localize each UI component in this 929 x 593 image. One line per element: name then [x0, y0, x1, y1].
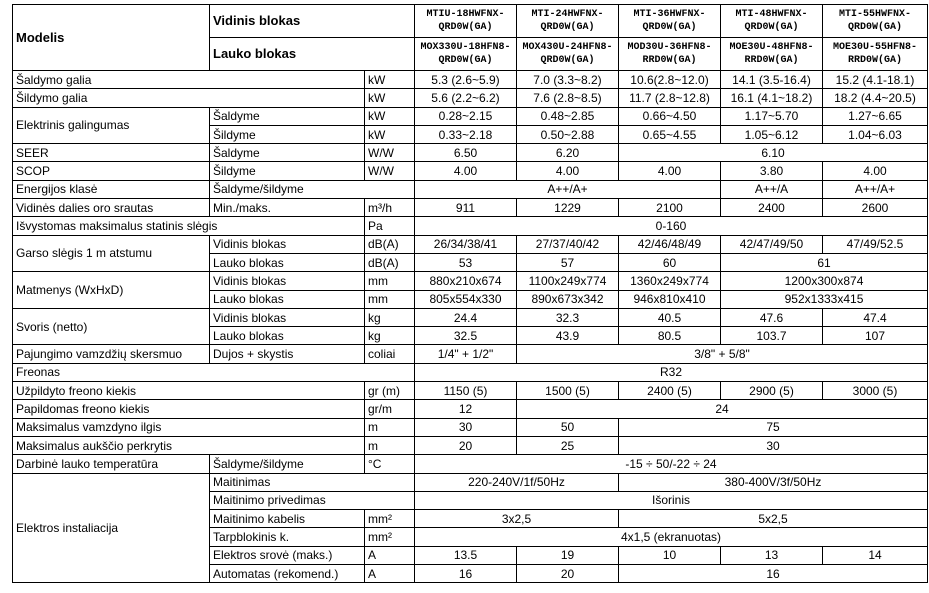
sub-label: Maitinimo privedimas — [210, 491, 415, 509]
value-cell: 2900 (5) — [721, 382, 823, 400]
sub-label: Dujos + skystis — [210, 345, 365, 363]
indoor-header: Vidinis blokas — [210, 5, 415, 38]
value-cell: 32.3 — [517, 308, 619, 326]
row-vamzdziai — [13, 345, 928, 363]
row-svoris-vidinis — [13, 308, 928, 326]
sub-label: Min./maks. — [210, 199, 365, 217]
row-scop — [13, 162, 928, 180]
value-cell: 14 — [823, 546, 928, 564]
value-cell: 40.5 — [619, 308, 721, 326]
value-cell: 2600 — [823, 199, 928, 217]
row-oro-srautas — [13, 199, 928, 217]
value-cell: 3000 (5) — [823, 382, 928, 400]
sub-label: Elektros srovė (maks.) — [210, 546, 365, 564]
sub-label: Maitinimas — [210, 473, 415, 491]
value-cell: 0.28~2.15 — [415, 107, 517, 125]
value-cell: 75 — [619, 418, 928, 436]
sub-label: Vidinis blokas — [210, 308, 365, 326]
value-cell: 4.00 — [619, 162, 721, 180]
value-cell: 13.5 — [415, 546, 517, 564]
value-cell: 1.05~6.12 — [721, 125, 823, 143]
row-sildymo-galia — [13, 89, 928, 107]
unit: coliai — [365, 345, 415, 363]
row-label: Užpildyto freono kiekis — [13, 382, 365, 400]
sub-label: Šildyme — [210, 162, 365, 180]
value-cell: 1.17~5.70 — [721, 107, 823, 125]
sub-label: Šaldyme — [210, 107, 365, 125]
value-cell: 19 — [517, 546, 619, 564]
value-cell: A++/A+ — [415, 180, 721, 198]
unit: gr/m — [365, 400, 415, 418]
sub-label: Šaldyme/šildyme — [210, 455, 365, 473]
sub-label: Automatas (rekomend.) — [210, 565, 365, 583]
value-cell: 32.5 — [415, 327, 517, 345]
value-cell: 27/37/40/42 — [517, 235, 619, 253]
value-cell: 47/49/52.5 — [823, 235, 928, 253]
value-cell: 1500 (5) — [517, 382, 619, 400]
value-cell: 18.2 (4.4~20.5) — [823, 89, 928, 107]
sub-label: Vidinis blokas — [210, 272, 365, 290]
value-cell: R32 — [415, 363, 928, 381]
value-cell: Išorinis — [415, 491, 928, 509]
value-cell: 4.00 — [517, 162, 619, 180]
value-cell: 946x810x410 — [619, 290, 721, 308]
outdoor-header: Lauko blokas — [210, 38, 415, 71]
unit: Pa — [365, 217, 415, 235]
value-cell: 3.80 — [721, 162, 823, 180]
value-cell: 12 — [415, 400, 517, 418]
row-label: SCOP — [13, 162, 210, 180]
unit: A — [365, 546, 415, 564]
indoor-model-1: MTIU-18HWFNX- QRD0W(GA) — [415, 5, 517, 38]
value-cell: 1.27~6.65 — [823, 107, 928, 125]
row-label: Papildomas freono kiekis — [13, 400, 365, 418]
value-cell: 2400 — [721, 199, 823, 217]
unit: kW — [365, 89, 415, 107]
value-cell: 890x673x342 — [517, 290, 619, 308]
value-cell: A++/A — [721, 180, 823, 198]
value-cell: 4.00 — [823, 162, 928, 180]
unit: A — [365, 565, 415, 583]
value-cell: 20 — [517, 565, 619, 583]
unit: kW — [365, 125, 415, 143]
row-vamzdyno-ilgis — [13, 418, 928, 436]
unit: gr (m) — [365, 382, 415, 400]
sub-label: Vidinis blokas — [210, 235, 365, 253]
value-cell: 1150 (5) — [415, 382, 517, 400]
unit: kW — [365, 107, 415, 125]
value-cell: 50 — [517, 418, 619, 436]
unit: mm² — [365, 510, 415, 528]
unit: kg — [365, 327, 415, 345]
outdoor-model-1: MOX330U-18HFN8- QRD0W(GA) — [415, 38, 517, 71]
value-cell: 3x2,5 — [415, 510, 619, 528]
value-cell: 911 — [415, 199, 517, 217]
row-label: Vidinės dalies oro srautas — [13, 199, 210, 217]
row-label: Išvystomas maksimalus statinis slėgis — [13, 217, 365, 235]
sub-label: Šaldyme/šildyme — [210, 180, 415, 198]
value-cell: 805x554x330 — [415, 290, 517, 308]
unit: °C — [365, 455, 415, 473]
row-label: Šaldymo galia — [13, 71, 365, 89]
value-cell: 220-240V/1f/50Hz — [415, 473, 619, 491]
value-cell: 1200x300x874 — [721, 272, 928, 290]
value-cell: 57 — [517, 253, 619, 271]
row-aukscio-perkrytis — [13, 436, 928, 454]
value-cell: 5x2,5 — [619, 510, 928, 528]
row-label: SEER — [13, 144, 210, 162]
value-cell: 10 — [619, 546, 721, 564]
value-cell: 380-400V/3f/50Hz — [619, 473, 928, 491]
row-papildomas — [13, 400, 928, 418]
row-label: Energijos klasė — [13, 180, 210, 198]
row-label: Maksimalus vamzdyno ilgis — [13, 418, 365, 436]
unit: m³/h — [365, 199, 415, 217]
unit: dB(A) — [365, 235, 415, 253]
value-cell: 43.9 — [517, 327, 619, 345]
value-cell: 24 — [517, 400, 928, 418]
value-cell: 103.7 — [721, 327, 823, 345]
value-cell: 10.6(2.8~12.0) — [619, 71, 721, 89]
sub-label: Lauko blokas — [210, 253, 365, 271]
value-cell: 3/8" + 5/8" — [517, 345, 928, 363]
unit: mm² — [365, 528, 415, 546]
row-statinis-slegis — [13, 217, 928, 235]
row-freonas — [13, 363, 928, 381]
value-cell: 15.2 (4.1-18.1) — [823, 71, 928, 89]
value-cell: 880x210x674 — [415, 272, 517, 290]
value-cell: 60 — [619, 253, 721, 271]
row-galingumas-saldyme — [13, 107, 928, 125]
row-label: Svoris (netto) — [13, 308, 210, 345]
value-cell: 42/47/49/50 — [721, 235, 823, 253]
indoor-model-2: MTI-24HWFNX- QRD0W(GA) — [517, 5, 619, 38]
value-cell: A++/A+ — [823, 180, 928, 198]
row-label: Garso slėgis 1 m atstumu — [13, 235, 210, 272]
unit: dB(A) — [365, 253, 415, 271]
spec-sheet — [12, 4, 928, 583]
value-cell: 0.48~2.85 — [517, 107, 619, 125]
value-cell: 53 — [415, 253, 517, 271]
value-cell: 0.65~4.55 — [619, 125, 721, 143]
value-cell: 0.66~4.50 — [619, 107, 721, 125]
value-cell: 1100x249x774 — [517, 272, 619, 290]
value-cell: 4.00 — [415, 162, 517, 180]
value-cell: 16 — [619, 565, 928, 583]
value-cell: 61 — [721, 253, 928, 271]
row-seer — [13, 144, 928, 162]
value-cell: 14.1 (3.5-16.4) — [721, 71, 823, 89]
value-cell: 4x1,5 (ekranuotas) — [415, 528, 928, 546]
outdoor-model-3: MOD30U-36HFN8- RRD0W(GA) — [619, 38, 721, 71]
row-label: Elektrinis galingumas — [13, 107, 210, 144]
outdoor-model-2: MOX430U-24HFN8- QRD0W(GA) — [517, 38, 619, 71]
outdoor-model-5: MOE30U-55HFN8- RRD0W(GA) — [823, 38, 928, 71]
value-cell: 5.6 (2.2~6.2) — [415, 89, 517, 107]
unit: m — [365, 418, 415, 436]
value-cell: 6.20 — [517, 144, 619, 162]
row-garso-vidinis — [13, 235, 928, 253]
unit: kg — [365, 308, 415, 326]
sub-label: Lauko blokas — [210, 327, 365, 345]
sub-label: Šildyme — [210, 125, 365, 143]
row-uzpildyto — [13, 382, 928, 400]
value-cell: 952x1333x415 — [721, 290, 928, 308]
value-cell: 47.4 — [823, 308, 928, 326]
row-label: Elektros instaliacija — [13, 473, 210, 583]
value-cell: 2100 — [619, 199, 721, 217]
value-cell: 30 — [619, 436, 928, 454]
value-cell: 25 — [517, 436, 619, 454]
sub-label: Šaldyme — [210, 144, 365, 162]
unit: m — [365, 436, 415, 454]
sub-label: Maitinimo kabelis — [210, 510, 365, 528]
value-cell: 13 — [721, 546, 823, 564]
header-row-indoor — [13, 5, 928, 38]
unit: mm — [365, 290, 415, 308]
value-cell: 5.3 (2.6~5.9) — [415, 71, 517, 89]
row-maitinimas — [13, 473, 928, 491]
value-cell: 2400 (5) — [619, 382, 721, 400]
value-cell: -15 ÷ 50/-22 ÷ 24 — [415, 455, 928, 473]
unit: W/W — [365, 144, 415, 162]
indoor-model-4: MTI-48HWFNX- QRD0W(GA) — [721, 5, 823, 38]
value-cell: 0.50~2.88 — [517, 125, 619, 143]
value-cell: 80.5 — [619, 327, 721, 345]
value-cell: 30 — [415, 418, 517, 436]
row-temperatura — [13, 455, 928, 473]
modelis-header: Modelis — [13, 5, 210, 71]
row-energijos-klase — [13, 180, 928, 198]
row-label: Matmenys (WxHxD) — [13, 272, 210, 309]
indoor-model-3: MTI-36HWFNX- QRD0W(GA) — [619, 5, 721, 38]
value-cell: 1/4" + 1/2" — [415, 345, 517, 363]
unit: W/W — [365, 162, 415, 180]
row-label: Darbinė lauko temperatūra — [13, 455, 210, 473]
value-cell: 1229 — [517, 199, 619, 217]
indoor-model-5: MTI-55HWFNX- QRD0W(GA) — [823, 5, 928, 38]
value-cell: 20 — [415, 436, 517, 454]
outdoor-model-4: MOE30U-48HFN8- RRD0W(GA) — [721, 38, 823, 71]
unit: kW — [365, 71, 415, 89]
value-cell: 26/34/38/41 — [415, 235, 517, 253]
sub-label: Tarpblokinis k. — [210, 528, 365, 546]
row-matmenys-vidinis — [13, 272, 928, 290]
row-label: Šildymo galia — [13, 89, 365, 107]
value-cell: 1.04~6.03 — [823, 125, 928, 143]
unit: mm — [365, 272, 415, 290]
value-cell: 16.1 (4.1~18.2) — [721, 89, 823, 107]
row-saldymo-galia — [13, 71, 928, 89]
value-cell: 24.4 — [415, 308, 517, 326]
row-label: Maksimalus aukščio perkrytis — [13, 436, 365, 454]
value-cell: 6.50 — [415, 144, 517, 162]
value-cell: 7.6 (2.8~8.5) — [517, 89, 619, 107]
value-cell: 16 — [415, 565, 517, 583]
row-label: Freonas — [13, 363, 415, 381]
value-cell: 1360x249x774 — [619, 272, 721, 290]
value-cell: 7.0 (3.3~8.2) — [517, 71, 619, 89]
specification-table — [12, 4, 928, 583]
value-cell: 0.33~2.18 — [415, 125, 517, 143]
value-cell: 107 — [823, 327, 928, 345]
value-cell: 47.6 — [721, 308, 823, 326]
sub-label: Lauko blokas — [210, 290, 365, 308]
value-cell: 42/46/48/49 — [619, 235, 721, 253]
value-cell: 11.7 (2.8~12.8) — [619, 89, 721, 107]
value-cell: 6.10 — [619, 144, 928, 162]
row-label: Pajungimo vamzdžių skersmuo — [13, 345, 210, 363]
value-cell: 0-160 — [415, 217, 928, 235]
